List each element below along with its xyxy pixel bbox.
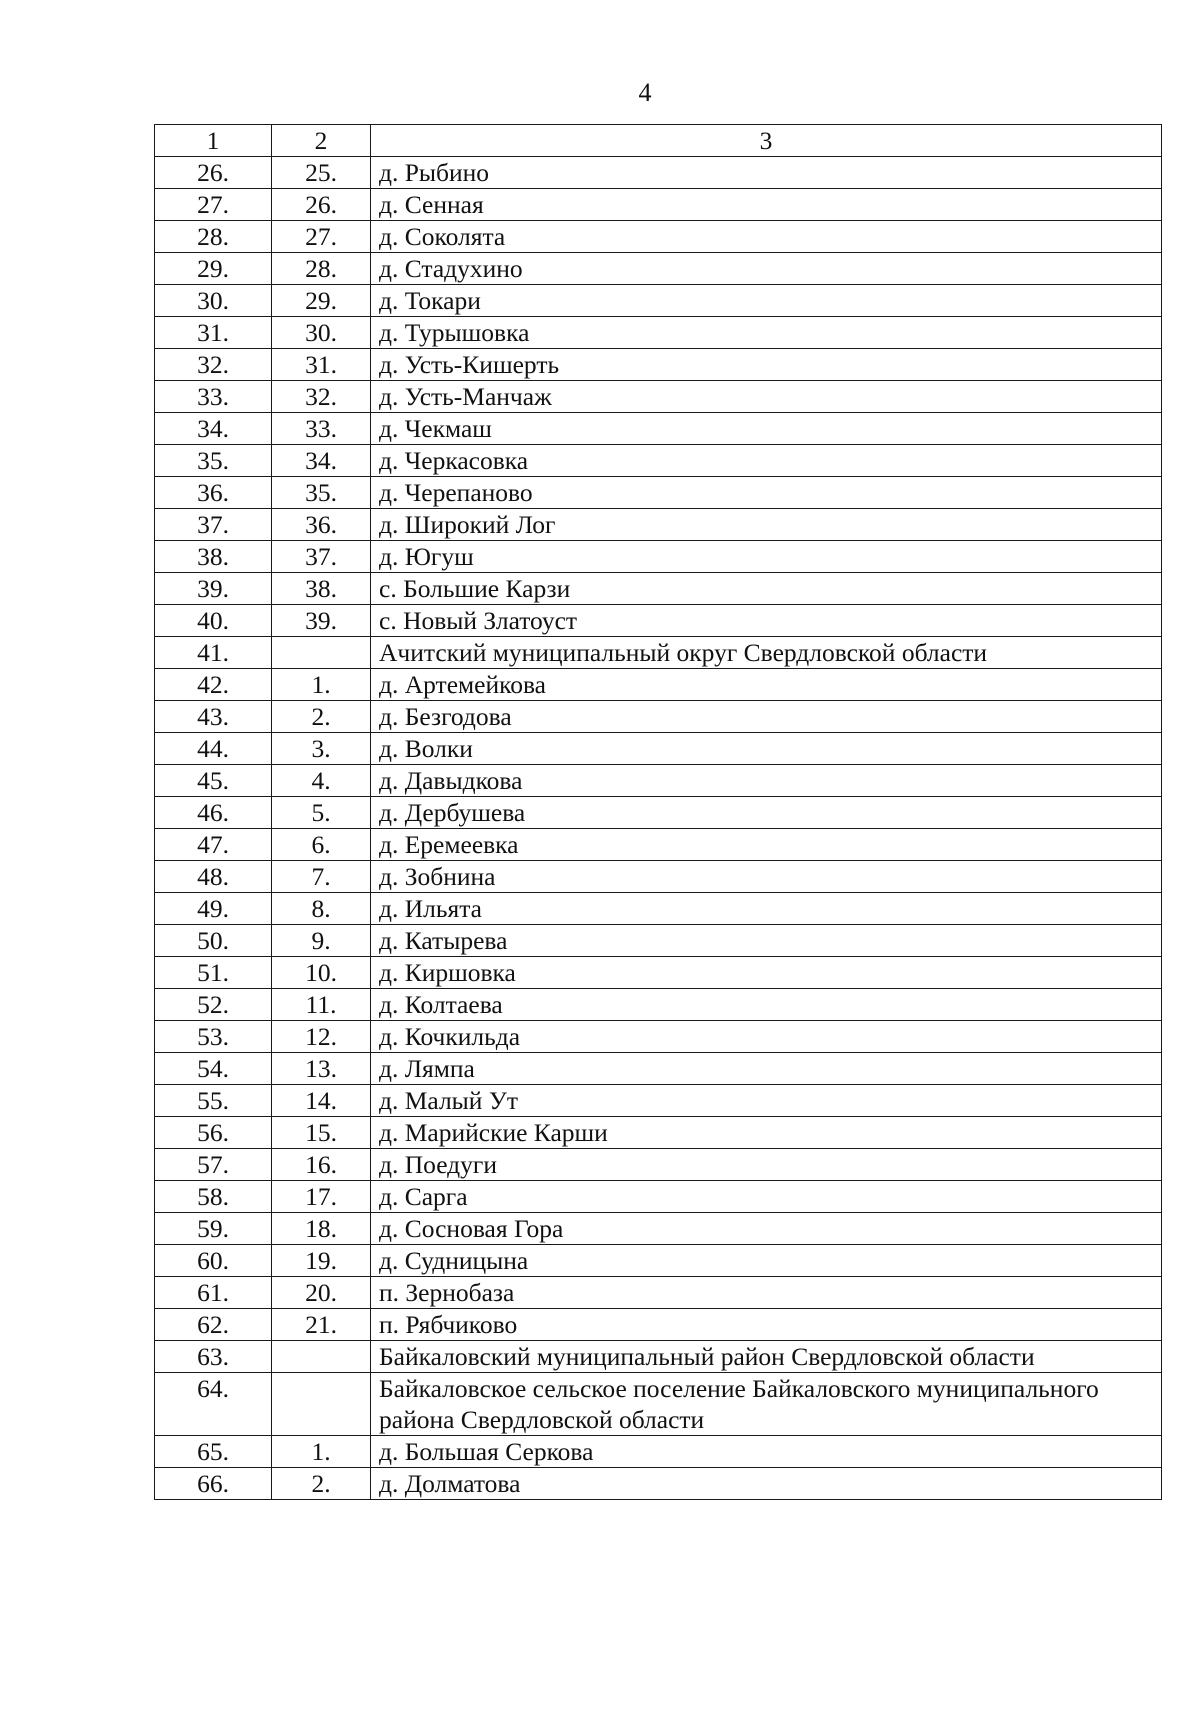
table-row bbox=[155, 605, 1162, 637]
settlement-name: д. Черепаново bbox=[371, 477, 1162, 509]
settlement-name: д. Чекмаш bbox=[371, 413, 1162, 445]
table-row bbox=[155, 477, 1162, 509]
table-row bbox=[155, 701, 1162, 733]
row-number: 42. bbox=[155, 669, 272, 701]
row-number: 31. bbox=[155, 317, 272, 349]
table-row bbox=[155, 1053, 1162, 1085]
table-row bbox=[155, 1277, 1162, 1309]
sub-number: 13. bbox=[272, 1053, 371, 1085]
row-number: 47. bbox=[155, 829, 272, 861]
row-number: 61. bbox=[155, 1277, 272, 1309]
table-row bbox=[155, 925, 1162, 957]
column-header-3: 3 bbox=[371, 125, 1162, 157]
row-number: 53. bbox=[155, 1021, 272, 1053]
sub-number: 6. bbox=[272, 829, 371, 861]
settlement-name: д. Соколята bbox=[371, 221, 1162, 253]
row-number: 32. bbox=[155, 349, 272, 381]
sub-number: 2. bbox=[272, 1468, 371, 1500]
sub-number: 9. bbox=[272, 925, 371, 957]
sub-number: 21. bbox=[272, 1309, 371, 1341]
sub-number: 39. bbox=[272, 605, 371, 637]
district-heading: Байкаловский муниципальный район Свердловской области bbox=[371, 1341, 1162, 1373]
sub-number bbox=[272, 1341, 371, 1373]
table-row bbox=[155, 285, 1162, 317]
settlement-name: д. Большая Серкова bbox=[371, 1436, 1162, 1468]
row-number: 66. bbox=[155, 1468, 272, 1500]
table-row bbox=[155, 157, 1162, 189]
row-number: 64. bbox=[155, 1373, 272, 1436]
row-number: 62. bbox=[155, 1309, 272, 1341]
row-number: 38. bbox=[155, 541, 272, 573]
settlement-name: п. Зернобаза bbox=[371, 1277, 1162, 1309]
table-row bbox=[155, 733, 1162, 765]
sub-number bbox=[272, 1373, 371, 1436]
sub-number: 14. bbox=[272, 1085, 371, 1117]
settlement-name: д. Давыдкова bbox=[371, 765, 1162, 797]
row-number: 43. bbox=[155, 701, 272, 733]
sub-number: 18. bbox=[272, 1213, 371, 1245]
sub-number: 20. bbox=[272, 1277, 371, 1309]
table-row bbox=[155, 253, 1162, 285]
table-row bbox=[155, 1117, 1162, 1149]
sub-number: 32. bbox=[272, 381, 371, 413]
row-number: 36. bbox=[155, 477, 272, 509]
page-number: 4 bbox=[638, 78, 652, 107]
row-number: 39. bbox=[155, 573, 272, 605]
sub-number: 12. bbox=[272, 1021, 371, 1053]
table-row bbox=[155, 1085, 1162, 1117]
row-number: 29. bbox=[155, 253, 272, 285]
table-row bbox=[155, 317, 1162, 349]
table-row bbox=[155, 189, 1162, 221]
row-number: 50. bbox=[155, 925, 272, 957]
settlement-name: д. Дербушева bbox=[371, 797, 1162, 829]
row-number: 51. bbox=[155, 957, 272, 989]
row-number: 41. bbox=[155, 637, 272, 669]
table-row bbox=[155, 381, 1162, 413]
table-row bbox=[155, 957, 1162, 989]
settlement-heading: Байкаловское сельское поселение Байкаловского муниципального района Свердловской области bbox=[371, 1373, 1162, 1436]
row-number: 26. bbox=[155, 157, 272, 189]
table-row bbox=[155, 989, 1162, 1021]
settlement-name: д. Югуш bbox=[371, 541, 1162, 573]
sub-number: 30. bbox=[272, 317, 371, 349]
sub-number: 36. bbox=[272, 509, 371, 541]
table-row bbox=[155, 893, 1162, 925]
sub-number: 7. bbox=[272, 861, 371, 893]
row-number: 40. bbox=[155, 605, 272, 637]
table-row bbox=[155, 1149, 1162, 1181]
table-row bbox=[155, 221, 1162, 253]
table-row bbox=[155, 1021, 1162, 1053]
sub-number: 28. bbox=[272, 253, 371, 285]
settlement-name: с. Новый Златоуст bbox=[371, 605, 1162, 637]
row-number: 56. bbox=[155, 1117, 272, 1149]
sub-number: 8. bbox=[272, 893, 371, 925]
column-header-1: 1 bbox=[155, 125, 272, 157]
sub-number: 11. bbox=[272, 989, 371, 1021]
row-number: 49. bbox=[155, 893, 272, 925]
sub-number: 25. bbox=[272, 157, 371, 189]
settlement-name: д. Долматова bbox=[371, 1468, 1162, 1500]
table-header-row bbox=[155, 125, 1162, 157]
table-row bbox=[155, 1468, 1162, 1500]
sub-number: 4. bbox=[272, 765, 371, 797]
column-header-2: 2 bbox=[272, 125, 371, 157]
settlement-name: д. Артемейкова bbox=[371, 669, 1162, 701]
table-row bbox=[155, 1309, 1162, 1341]
row-number: 34. bbox=[155, 413, 272, 445]
row-number: 27. bbox=[155, 189, 272, 221]
table-row bbox=[155, 541, 1162, 573]
settlement-name: д. Широкий Лог bbox=[371, 509, 1162, 541]
sub-number: 1. bbox=[272, 1436, 371, 1468]
sub-number bbox=[272, 637, 371, 669]
row-number: 57. bbox=[155, 1149, 272, 1181]
settlement-name: д. Марийские Карши bbox=[371, 1117, 1162, 1149]
table-row bbox=[155, 637, 1162, 669]
settlement-name: д. Черкасовка bbox=[371, 445, 1162, 477]
settlement-name: д. Усть-Манчаж bbox=[371, 381, 1162, 413]
sub-number: 38. bbox=[272, 573, 371, 605]
sub-number: 3. bbox=[272, 733, 371, 765]
settlement-name: д. Ильята bbox=[371, 893, 1162, 925]
table-row bbox=[155, 1245, 1162, 1277]
settlement-name: д. Лямпа bbox=[371, 1053, 1162, 1085]
table-row bbox=[155, 509, 1162, 541]
table-row bbox=[155, 573, 1162, 605]
row-number: 59. bbox=[155, 1213, 272, 1245]
sub-number: 16. bbox=[272, 1149, 371, 1181]
row-number: 44. bbox=[155, 733, 272, 765]
row-number: 33. bbox=[155, 381, 272, 413]
sub-number: 26. bbox=[272, 189, 371, 221]
row-number: 46. bbox=[155, 797, 272, 829]
table-row bbox=[155, 669, 1162, 701]
table-row bbox=[155, 1341, 1162, 1373]
settlement-name: д. Сарга bbox=[371, 1181, 1162, 1213]
sub-number: 17. bbox=[272, 1181, 371, 1213]
sub-number: 34. bbox=[272, 445, 371, 477]
row-number: 37. bbox=[155, 509, 272, 541]
sub-number: 19. bbox=[272, 1245, 371, 1277]
settlement-name: д. Токари bbox=[371, 285, 1162, 317]
table-row bbox=[155, 445, 1162, 477]
row-number: 65. bbox=[155, 1436, 272, 1468]
settlement-name: д. Киршовка bbox=[371, 957, 1162, 989]
settlement-name: с. Большие Карзи bbox=[371, 573, 1162, 605]
table-row bbox=[155, 765, 1162, 797]
sub-number: 31. bbox=[272, 349, 371, 381]
row-number: 63. bbox=[155, 1341, 272, 1373]
table-row bbox=[155, 1373, 1162, 1436]
settlement-name: д. Катырева bbox=[371, 925, 1162, 957]
row-number: 52. bbox=[155, 989, 272, 1021]
settlement-name: д. Судницына bbox=[371, 1245, 1162, 1277]
row-number: 28. bbox=[155, 221, 272, 253]
table-row bbox=[155, 861, 1162, 893]
row-number: 58. bbox=[155, 1181, 272, 1213]
sub-number: 37. bbox=[272, 541, 371, 573]
settlements-table bbox=[154, 124, 1162, 1500]
table-row bbox=[155, 1436, 1162, 1468]
row-number: 35. bbox=[155, 445, 272, 477]
row-number: 54. bbox=[155, 1053, 272, 1085]
table-row bbox=[155, 1181, 1162, 1213]
table-row bbox=[155, 413, 1162, 445]
sub-number: 10. bbox=[272, 957, 371, 989]
table-row bbox=[155, 1213, 1162, 1245]
table-row bbox=[155, 797, 1162, 829]
sub-number: 15. bbox=[272, 1117, 371, 1149]
settlement-name: д. Волки bbox=[371, 733, 1162, 765]
settlement-name: д. Зобнина bbox=[371, 861, 1162, 893]
row-number: 45. bbox=[155, 765, 272, 797]
settlement-name: д. Рыбино bbox=[371, 157, 1162, 189]
settlement-name: п. Рябчиково bbox=[371, 1309, 1162, 1341]
sub-number: 33. bbox=[272, 413, 371, 445]
settlement-name: д. Безгодова bbox=[371, 701, 1162, 733]
settlement-name: д. Колтаева bbox=[371, 989, 1162, 1021]
row-number: 55. bbox=[155, 1085, 272, 1117]
settlement-name: д. Сосновая Гора bbox=[371, 1213, 1162, 1245]
sub-number: 1. bbox=[272, 669, 371, 701]
settlement-name: д. Усть-Кишерть bbox=[371, 349, 1162, 381]
settlement-name: д. Поедуги bbox=[371, 1149, 1162, 1181]
row-number: 30. bbox=[155, 285, 272, 317]
settlement-name: д. Еремеевка bbox=[371, 829, 1162, 861]
sub-number: 5. bbox=[272, 797, 371, 829]
sub-number: 2. bbox=[272, 701, 371, 733]
sub-number: 27. bbox=[272, 221, 371, 253]
table-row bbox=[155, 349, 1162, 381]
table-row bbox=[155, 829, 1162, 861]
row-number: 60. bbox=[155, 1245, 272, 1277]
settlement-name: д. Турышовка bbox=[371, 317, 1162, 349]
settlement-name: д. Сенная bbox=[371, 189, 1162, 221]
settlement-name: д. Малый Ут bbox=[371, 1085, 1162, 1117]
district-heading: Ачитский муниципальный округ Свердловской области bbox=[371, 637, 1162, 669]
row-number: 48. bbox=[155, 861, 272, 893]
settlement-name: д. Стадухино bbox=[371, 253, 1162, 285]
sub-number: 29. bbox=[272, 285, 371, 317]
settlement-name: д. Кочкильда bbox=[371, 1021, 1162, 1053]
sub-number: 35. bbox=[272, 477, 371, 509]
